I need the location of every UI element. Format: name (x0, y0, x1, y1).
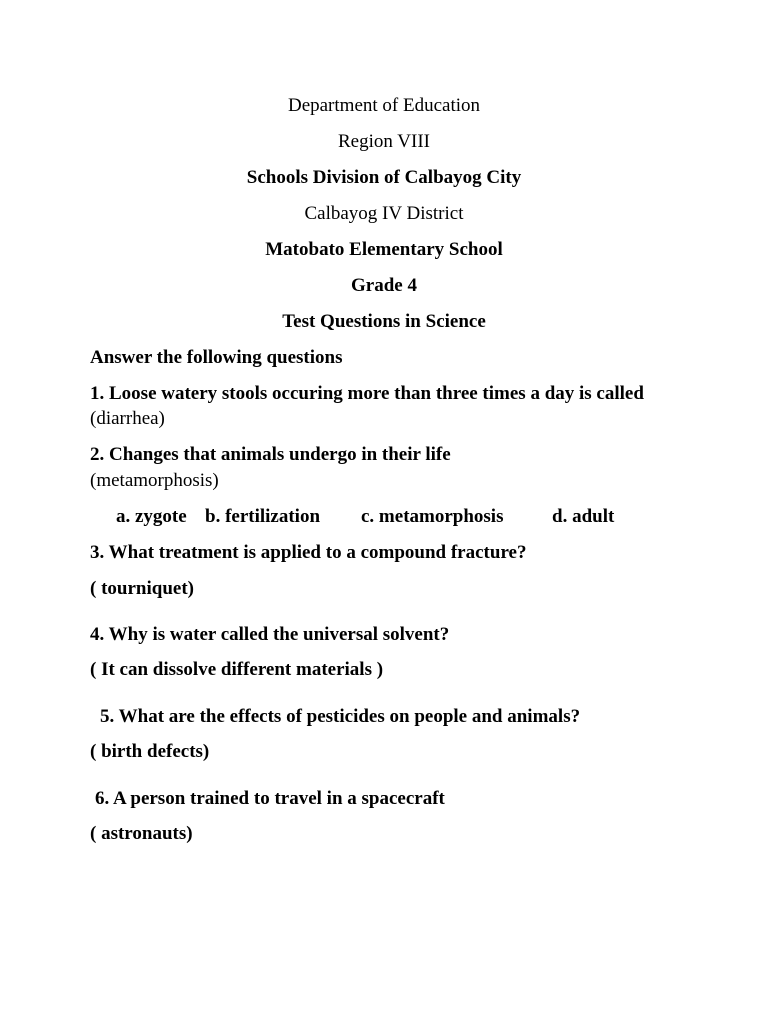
choice-c: c. metamorphosis (361, 506, 504, 527)
question-4: 4. Why is water called the universal solvent? (90, 624, 450, 645)
department-heading: Department of Education (287, 95, 481, 116)
answer-3: ( tourniquet) (90, 578, 194, 599)
question-3: 3. What treatment is applied to a compound fracture? (90, 542, 527, 563)
district-heading: Calbayog IV District (304, 203, 464, 224)
division-heading: Schools Division of Calbayog City (246, 167, 522, 188)
test-title: Test Questions in Science (282, 311, 486, 332)
answer-5: ( birth defects) (90, 741, 210, 762)
school-heading: Matobato Elementary School (265, 239, 503, 260)
answer-6: ( astronauts) (90, 823, 193, 844)
answer-4: ( It can dissolve different materials ) (90, 659, 384, 680)
choice-a: a. zygote (116, 506, 187, 527)
instructions: Answer the following questions (90, 347, 343, 368)
question-1: 1. Loose watery stools occuring more than three times a day is called (90, 383, 644, 404)
answer-1: (diarrhea) (90, 408, 165, 429)
choice-d: d. adult (552, 506, 615, 527)
question-6: 6. A person trained to travel in a spacecraft (95, 788, 445, 809)
question-2: 2. Changes that animals undergo in their life (90, 444, 451, 465)
choice-b: b. fertilization (205, 506, 321, 527)
answer-2: (metamorphosis) (90, 470, 219, 491)
question-5: 5. What are the effects of pesticides on people and animals? (100, 706, 581, 727)
region-heading: Region VIII (338, 131, 430, 152)
grade-heading: Grade 4 (351, 275, 417, 296)
